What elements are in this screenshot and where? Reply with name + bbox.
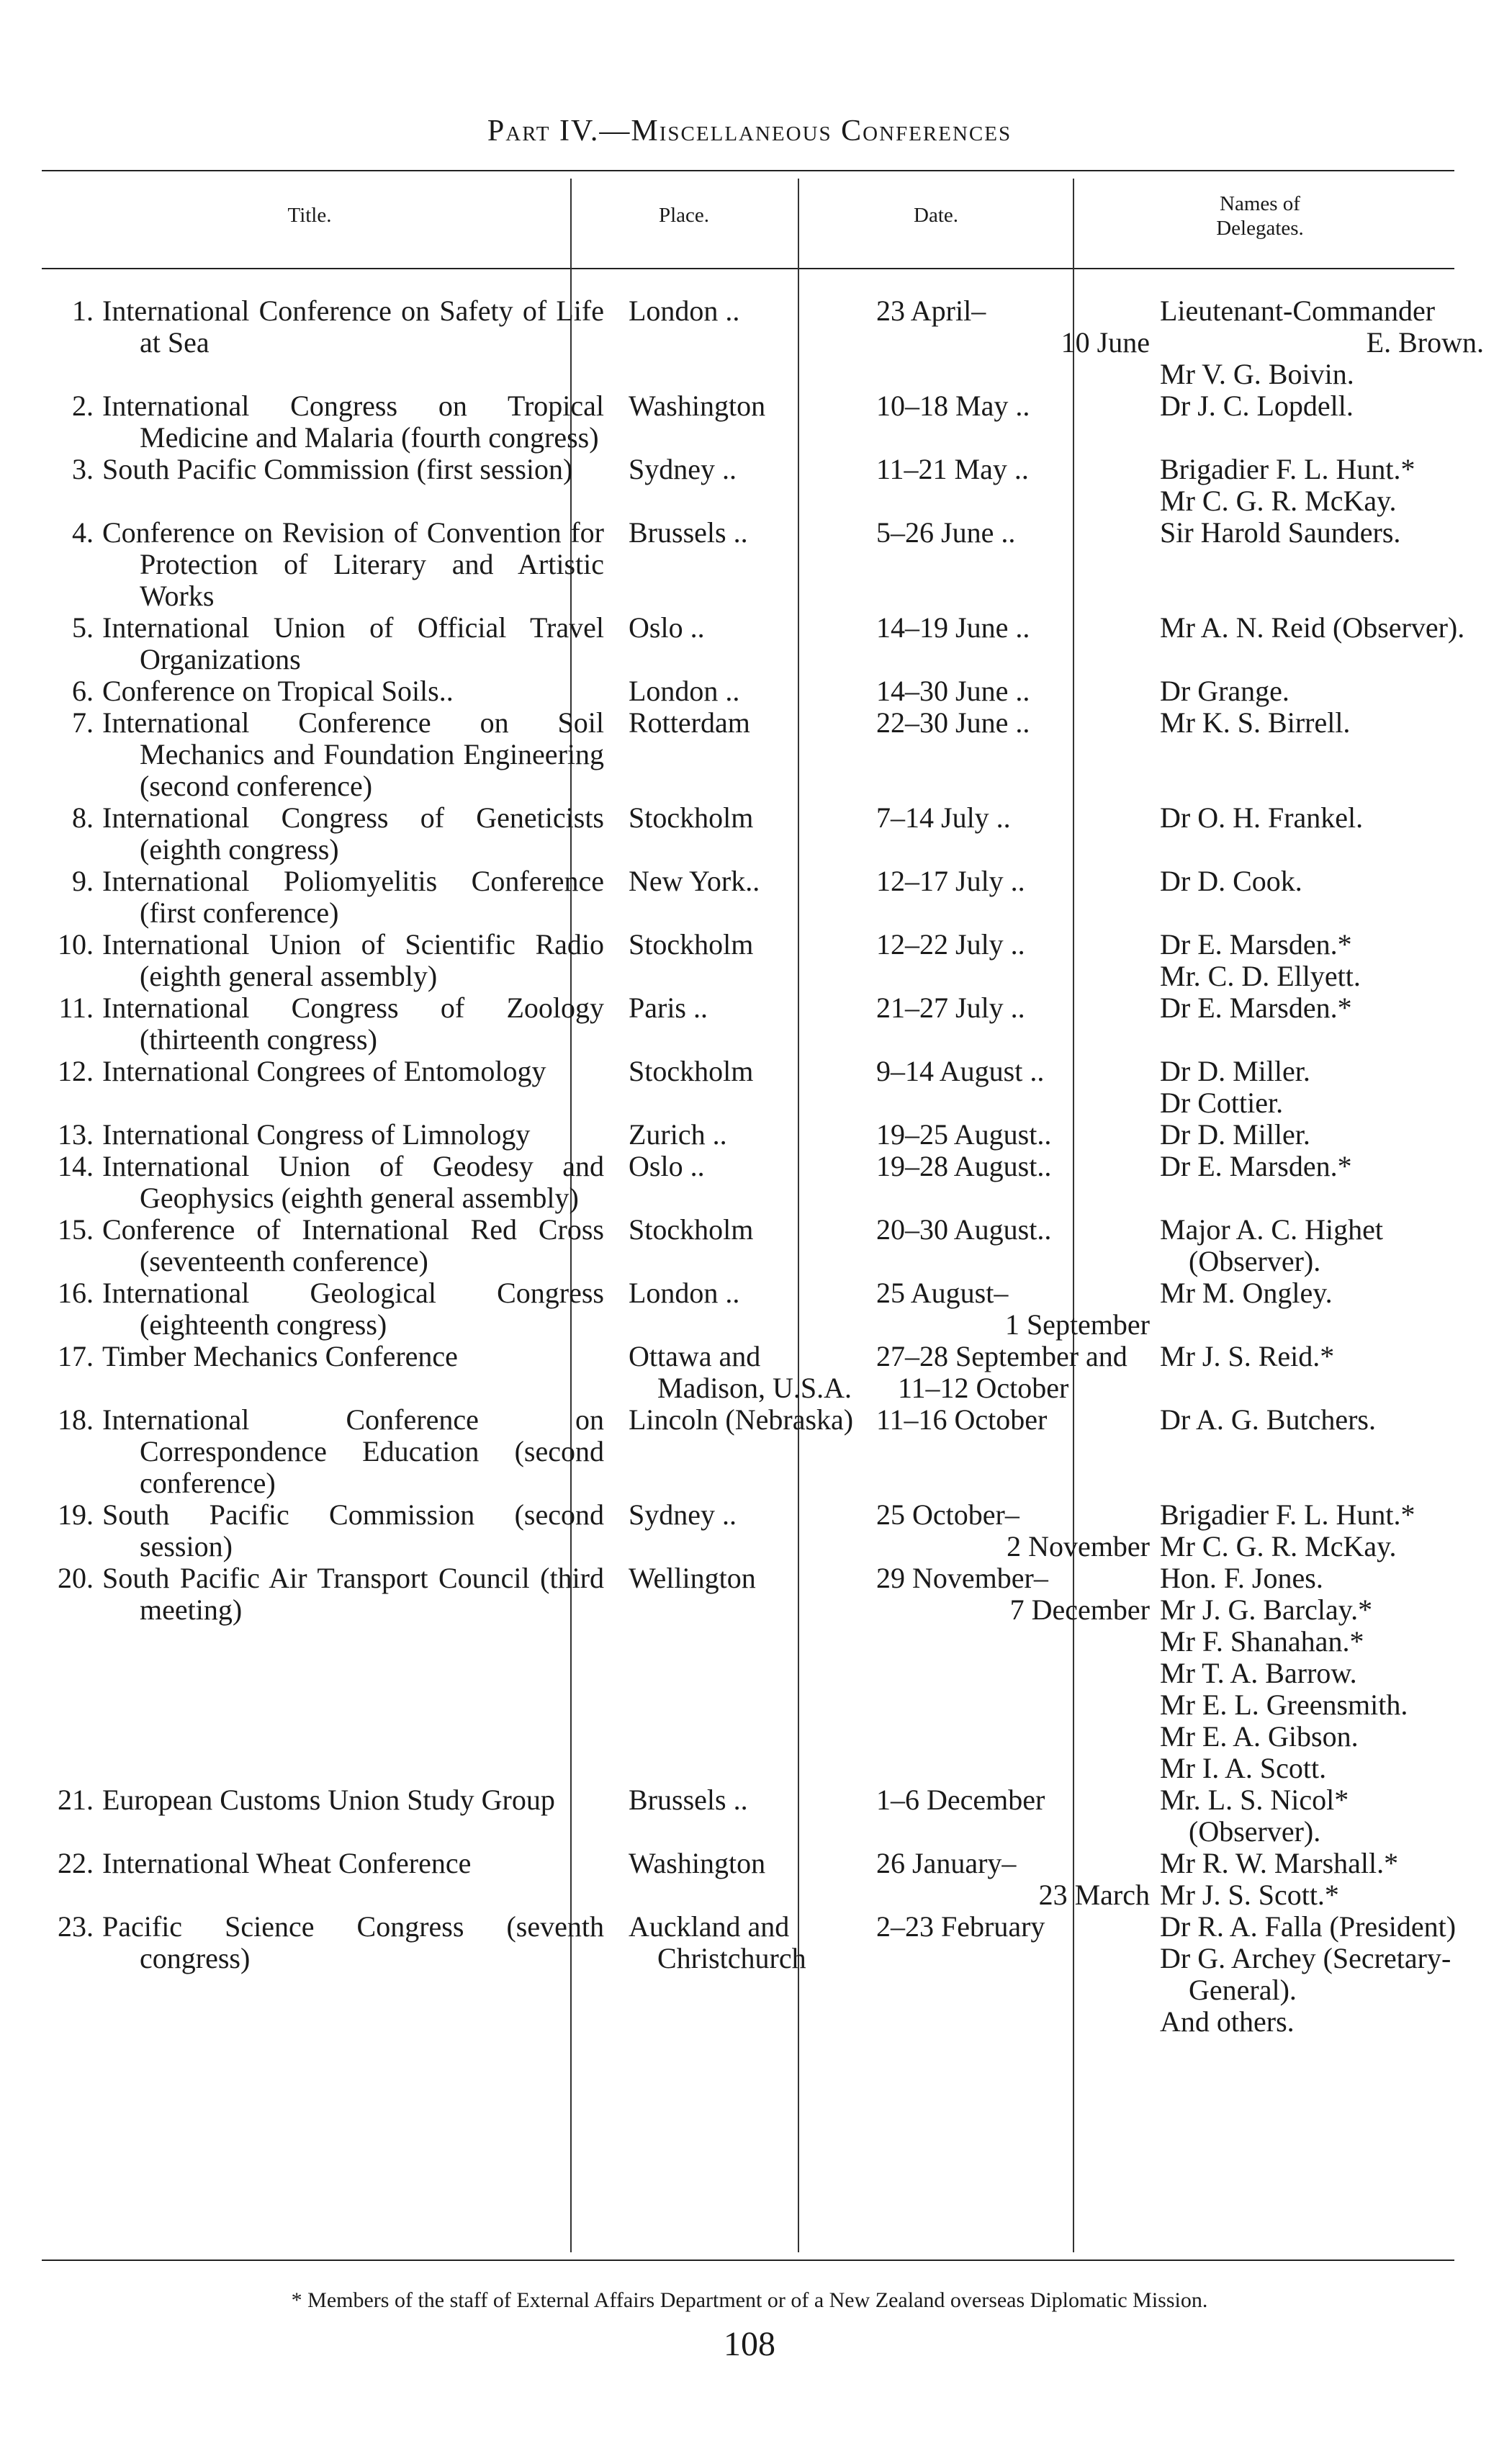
row-number: 5. [72, 611, 94, 644]
row-number: 19. [58, 1498, 94, 1531]
conference-date-line: 12–22 July .. [876, 928, 1025, 961]
delegate-names [1150, 675, 1484, 707]
delegate-name: Dr O. H. Frankel. [1160, 801, 1364, 834]
delegate-name: Mr E. L. Greensmith. [1160, 1689, 1408, 1721]
conference-date-line: 1–6 December [876, 1784, 1045, 1816]
delegate-name: Mr T. A. Barrow. [1160, 1657, 1357, 1689]
conference-date-line: 11–21 May .. [876, 453, 1029, 485]
conference-place [618, 929, 866, 992]
conference-place [618, 1277, 866, 1341]
delegate-name: Lieutenant-Commander [1160, 294, 1436, 327]
row-number: 22. [58, 1847, 94, 1879]
delegate-names [1150, 865, 1484, 929]
delegate-names [1150, 707, 1484, 802]
conference-place [618, 295, 866, 390]
conference-title [102, 1499, 618, 1563]
conference-place-text: Oslo .. [629, 611, 705, 644]
conference-date-line: 9–14 August .. [876, 1055, 1045, 1087]
column-header-place: Place. [658, 204, 710, 227]
table-row [27, 929, 1484, 992]
row-number: 16. [58, 1277, 94, 1309]
conference-date [866, 1499, 1150, 1563]
footnote: * Members of the staff of External Affairs Department or of a New Zealand overseas Diplomatic Mission. [291, 2288, 1208, 2312]
conference-date-line: 25 October– [876, 1498, 1019, 1531]
delegate-name: Dr Grange. [1160, 675, 1289, 707]
conference-date [866, 1056, 1150, 1119]
conference-place-text: Oslo .. [629, 1150, 705, 1182]
conference-title [102, 865, 618, 929]
conference-date [866, 1404, 1150, 1499]
row-number: 11. [58, 992, 94, 1024]
delegate-names [1150, 802, 1484, 865]
conference-date-line: 7 December [1009, 1593, 1150, 1626]
conference-title [102, 929, 618, 992]
conference-place [618, 1848, 866, 1911]
conference-title [102, 1056, 618, 1119]
conference-date [866, 802, 1150, 865]
conference-place [618, 992, 866, 1056]
row-number: 20. [58, 1562, 94, 1594]
conference-date [866, 707, 1150, 802]
conference-title [102, 1911, 618, 2038]
row-number: 12. [58, 1055, 94, 1087]
conference-title [102, 1277, 618, 1341]
conference-title-text: International Congress of Zoology (thirteenth congress) [102, 992, 604, 1056]
delegate-name: Major A. C. Highet (Observer). [1160, 1213, 1383, 1277]
conference-date [866, 517, 1150, 612]
conference-title [102, 992, 618, 1056]
delegate-name: Dr D. Miller. [1160, 1055, 1310, 1087]
conference-title [102, 1341, 618, 1404]
delegate-names [1150, 1911, 1484, 2038]
delegate-name: Dr E. Marsden.* [1160, 992, 1352, 1024]
table-row [27, 707, 1484, 802]
conference-title [102, 707, 618, 802]
conference-title [102, 675, 618, 707]
delegate-names [1150, 1499, 1484, 1563]
header-top-rule [42, 170, 1454, 171]
delegate-name: Dr D. Cook. [1160, 865, 1302, 897]
delegate-names [1150, 517, 1484, 612]
conference-place-text: Wellington [629, 1562, 756, 1594]
conference-title-text: International Conference on Safety of Life at Sea [102, 294, 604, 359]
delegate-name: Dr E. Marsden.* [1160, 1150, 1352, 1182]
delegate-names [1150, 1563, 1484, 1784]
table-row [27, 612, 1484, 675]
conference-place-text: London .. [629, 294, 740, 327]
column-header-delegates-line1: Names of [1220, 192, 1300, 215]
conference-place [618, 1404, 866, 1499]
conference-place-text: Brussels .. [629, 516, 748, 549]
conference-place [618, 802, 866, 865]
delegate-names [1150, 1784, 1484, 1848]
conference-title-text: International Geological Congress (eighteenth congress) [102, 1277, 604, 1341]
conference-title-text: International Union of Scientific Radio (eighth general assembly) [102, 928, 604, 992]
delegate-name: Brigadier F. L. Hunt.* [1160, 453, 1415, 485]
conference-title-text: Conference on Revision of Convention for Protection of Literary and Artistic Works [102, 516, 604, 612]
conference-title-text: International Conference on Correspondence Education (second conference) [102, 1403, 604, 1499]
conference-date-line: 2 November [1007, 1530, 1150, 1563]
conference-place [618, 517, 866, 612]
table-row [27, 1119, 1484, 1151]
conference-title [102, 1563, 618, 1784]
column-header-title: Title. [287, 204, 332, 227]
table-row [27, 992, 1484, 1056]
conference-title-text: Conference on Tropical Soils.. [102, 675, 454, 707]
delegate-name: Dr E. Marsden.* [1160, 928, 1352, 961]
column-header-date: Date. [914, 204, 958, 227]
conference-title-text: South Pacific Commission (first session) [102, 453, 573, 485]
row-number: 14. [58, 1150, 94, 1182]
conference-title [102, 1784, 618, 1848]
conference-date-line: 5–26 June .. [876, 516, 1016, 549]
row-number: 21. [58, 1784, 94, 1816]
delegate-name: Mr M. Ongley. [1160, 1277, 1333, 1309]
conference-date-line: 23 March [1038, 1879, 1150, 1911]
delegate-name: Mr A. N. Reid (Observer). [1160, 611, 1465, 644]
delegate-name: Brigadier F. L. Hunt.* [1160, 1498, 1415, 1531]
conference-date [866, 1341, 1150, 1404]
delegate-names [1150, 390, 1484, 454]
row-number: 10. [58, 928, 94, 961]
conference-place-text: Sydney .. [629, 453, 737, 485]
row-number: 9. [72, 865, 94, 897]
conference-title-text: International Union of Official Travel Organizations [102, 611, 604, 675]
conference-date [866, 1151, 1150, 1214]
conference-date-line: 1 September [1004, 1308, 1150, 1341]
conference-title [102, 390, 618, 454]
conference-place [618, 1214, 866, 1277]
conference-place-text: Stockholm [629, 801, 754, 834]
conference-date-line: 10 June [1061, 326, 1150, 359]
conference-place [618, 1151, 866, 1214]
header-bottom-rule [42, 268, 1454, 269]
conference-date [866, 454, 1150, 517]
table-row [27, 295, 1484, 390]
conference-place-text: Paris .. [629, 992, 708, 1024]
conference-title [102, 612, 618, 675]
conference-title-text: International Wheat Conference [102, 1847, 472, 1879]
conference-date-line: 29 November– [876, 1562, 1048, 1594]
conference-place-text: Stockholm [629, 1213, 754, 1246]
table-row [27, 1848, 1484, 1911]
column-header-delegates [1080, 192, 1440, 240]
delegate-name: E. Brown. [1366, 326, 1484, 359]
delegate-name: Mr J. G. Barclay.* [1160, 1593, 1373, 1626]
conference-date-line: 2–23 February [876, 1910, 1045, 1943]
row-number: 7. [72, 706, 94, 739]
conference-date-line: 25 August– [876, 1277, 1009, 1309]
conference-date [866, 675, 1150, 707]
table-row [27, 1404, 1484, 1499]
conference-date [866, 865, 1150, 929]
conference-date [866, 390, 1150, 454]
conferences-table-body [27, 295, 1484, 2038]
conference-title-text: European Customs Union Study Group [102, 1784, 555, 1816]
conference-title-text: South Pacific Commission (second session) [102, 1498, 604, 1563]
delegate-name: And others. [1160, 2005, 1295, 2038]
conference-date-line: 14–19 June .. [876, 611, 1030, 644]
page-number: 108 [724, 2325, 775, 2363]
conference-place [618, 707, 866, 802]
table-row [27, 1499, 1484, 1563]
row-number: 8. [72, 801, 94, 834]
conference-title-text: South Pacific Air Transport Council (third meeting) [102, 1562, 604, 1626]
conference-date-line: 19–28 August.. [876, 1150, 1052, 1182]
conference-date [866, 929, 1150, 992]
table-row [27, 675, 1484, 707]
conference-date-line: 7–14 July .. [876, 801, 1011, 834]
conference-place [618, 454, 866, 517]
row-number: 3. [72, 453, 94, 485]
conference-place-text: Stockholm [629, 1055, 754, 1087]
conference-date-line: 10–18 May .. [876, 390, 1030, 422]
delegate-name: Mr C. G. R. McKay. [1160, 485, 1397, 517]
conference-date [866, 612, 1150, 675]
table-row [27, 1056, 1484, 1119]
delegate-name: Dr Cottier. [1160, 1087, 1284, 1119]
delegate-name: Dr G. Archey (Secretary-General). [1160, 1942, 1451, 2006]
delegate-names [1150, 929, 1484, 992]
conference-date [866, 1911, 1150, 2038]
row-number: 4. [72, 516, 94, 549]
conference-place-text: New York.. [629, 865, 760, 897]
conference-date-line: 27–28 September and 11–12 October [876, 1340, 1127, 1404]
delegate-name: Mr C. G. R. McKay. [1160, 1530, 1397, 1563]
delegate-names [1150, 295, 1484, 390]
delegate-name: Mr F. Shanahan.* [1160, 1625, 1364, 1658]
table-row [27, 517, 1484, 612]
conference-date-line: 21–27 July .. [876, 992, 1025, 1024]
conference-title-text: International Union of Geodesy and Geophysics (eighth general assembly) [102, 1150, 604, 1214]
delegate-name: Mr. C. D. Ellyett. [1160, 960, 1361, 992]
table-row [27, 1563, 1484, 1784]
conference-place [618, 1056, 866, 1119]
row-number: 18. [58, 1403, 94, 1436]
conference-title [102, 802, 618, 865]
delegate-names [1150, 1151, 1484, 1214]
conference-date-line: 19–25 August.. [876, 1118, 1052, 1151]
delegate-name: Mr R. W. Marshall.* [1160, 1847, 1399, 1879]
column-header-delegates-line2: Delegates. [1216, 217, 1304, 240]
conference-title-text: International Congress of Geneticists (eighth congress) [102, 801, 604, 865]
row-number: 15. [58, 1213, 94, 1246]
conference-date-line: 14–30 June .. [876, 675, 1030, 707]
conference-title-text: Timber Mechanics Conference [102, 1340, 458, 1372]
delegate-names [1150, 1341, 1484, 1404]
delegate-names [1150, 1277, 1484, 1341]
delegate-name: Dr D. Miller. [1160, 1118, 1310, 1151]
conference-title-text: Conference of International Red Cross (seventeenth conference) [102, 1213, 604, 1277]
table-row [27, 802, 1484, 865]
conference-place-text: Brussels .. [629, 1784, 748, 1816]
conference-date [866, 295, 1150, 390]
conference-place [618, 1563, 866, 1784]
delegate-names [1150, 1056, 1484, 1119]
page-title: Part IV.—Miscellaneous Conferences [487, 114, 1012, 148]
conference-place [618, 1499, 866, 1563]
delegate-names [1150, 1119, 1484, 1151]
conference-place-text: Washington [629, 390, 766, 422]
conference-title [102, 1404, 618, 1499]
conference-date [866, 1563, 1150, 1784]
delegate-names [1150, 454, 1484, 517]
conference-place-text: London .. [629, 1277, 740, 1309]
conference-title-text: International Congress of Limnology [102, 1118, 531, 1151]
conference-title-text: Pacific Science Congress (seventh congress) [102, 1910, 604, 1974]
delegate-name: Dr R. A. Falla (President) [1160, 1910, 1457, 1943]
delegate-names [1150, 1848, 1484, 1911]
conference-date-line: 26 January– [876, 1847, 1017, 1879]
table-bottom-rule [42, 2260, 1454, 2261]
delegate-names [1150, 612, 1484, 675]
table-row [27, 390, 1484, 454]
conference-date-line: 23 April– [876, 294, 986, 327]
conference-date [866, 1784, 1150, 1848]
conference-place [618, 1341, 866, 1404]
conference-date [866, 1214, 1150, 1277]
delegate-name: Mr J. S. Scott.* [1160, 1879, 1339, 1911]
delegate-name: Dr J. C. Lopdell. [1160, 390, 1354, 422]
row-number: 6. [72, 675, 94, 707]
table-row [27, 1784, 1484, 1848]
conference-place [618, 612, 866, 675]
delegate-name: Hon. F. Jones. [1160, 1562, 1323, 1594]
conference-place-text: Washington [629, 1847, 766, 1879]
conference-place [618, 1119, 866, 1151]
conference-title-text: International Conference on Soil Mechanics and Foundation Engineering (second conference) [102, 706, 604, 802]
conference-date-line: 20–30 August.. [876, 1213, 1052, 1246]
row-number: 17. [58, 1340, 94, 1372]
conference-title [102, 1151, 618, 1214]
conference-date-line: 11–16 October [876, 1403, 1048, 1436]
conferences-table [27, 295, 1484, 2038]
conference-date [866, 1277, 1150, 1341]
conference-place-text: London .. [629, 675, 740, 707]
conference-place [618, 1784, 866, 1848]
row-number: 13. [58, 1118, 94, 1151]
delegate-name: Mr E. A. Gibson. [1160, 1720, 1359, 1753]
conference-place-text: Ottawa and Madison, U.S.A. [629, 1340, 852, 1404]
conference-place [618, 390, 866, 454]
conference-place [618, 675, 866, 707]
delegate-name: Mr V. G. Boivin. [1160, 358, 1354, 390]
conference-title [102, 295, 618, 390]
delegate-names [1150, 992, 1484, 1056]
conference-place [618, 1911, 866, 2038]
conference-date [866, 1848, 1150, 1911]
row-number: 2. [72, 390, 94, 422]
conference-place-text: Stockholm [629, 928, 754, 961]
conference-place-text: Zurich .. [629, 1118, 727, 1151]
delegate-name: Mr J. S. Reid.* [1160, 1340, 1335, 1372]
delegate-name: Dr A. G. Butchers. [1160, 1403, 1376, 1436]
row-number: 23. [58, 1910, 94, 1943]
conference-title-text: International Congrees of Entomology [102, 1055, 546, 1087]
delegate-name: Mr. L. S. Nicol* (Observer). [1160, 1784, 1349, 1848]
table-row [27, 454, 1484, 517]
conference-title [102, 517, 618, 612]
delegate-name: Mr I. A. Scott. [1160, 1752, 1327, 1784]
row-number: 1. [72, 294, 94, 327]
delegate-names [1150, 1404, 1484, 1499]
conference-date [866, 1119, 1150, 1151]
conference-place-text: Sydney .. [629, 1498, 737, 1531]
table-row [27, 1341, 1484, 1404]
table-row [27, 1277, 1484, 1341]
table-row [27, 1151, 1484, 1214]
conference-place-text: Rotterdam [629, 706, 750, 739]
conference-date [866, 992, 1150, 1056]
conference-date-line: 22–30 June .. [876, 706, 1030, 739]
conference-place-text: Auckland and Christchurch [629, 1910, 806, 1974]
conference-title [102, 1119, 618, 1151]
conference-title [102, 1214, 618, 1277]
table-row [27, 1214, 1484, 1277]
table-row [27, 1911, 1484, 2038]
conference-title [102, 454, 618, 517]
conference-title-text: International Congress on Tropical Medicine and Malaria (fourth congress) [102, 390, 604, 454]
table-row [27, 865, 1484, 929]
delegate-name: Mr K. S. Birrell. [1160, 706, 1351, 739]
conference-title [102, 1848, 618, 1911]
conference-place-text: Lincoln (Nebraska) [629, 1403, 854, 1436]
delegate-name: Sir Harold Saunders. [1160, 516, 1401, 549]
delegate-names [1150, 1214, 1484, 1277]
conference-title-text: International Poliomyelitis Conference (first conference) [102, 865, 604, 929]
conference-date-line: 12–17 July .. [876, 865, 1025, 897]
conference-place [618, 865, 866, 929]
